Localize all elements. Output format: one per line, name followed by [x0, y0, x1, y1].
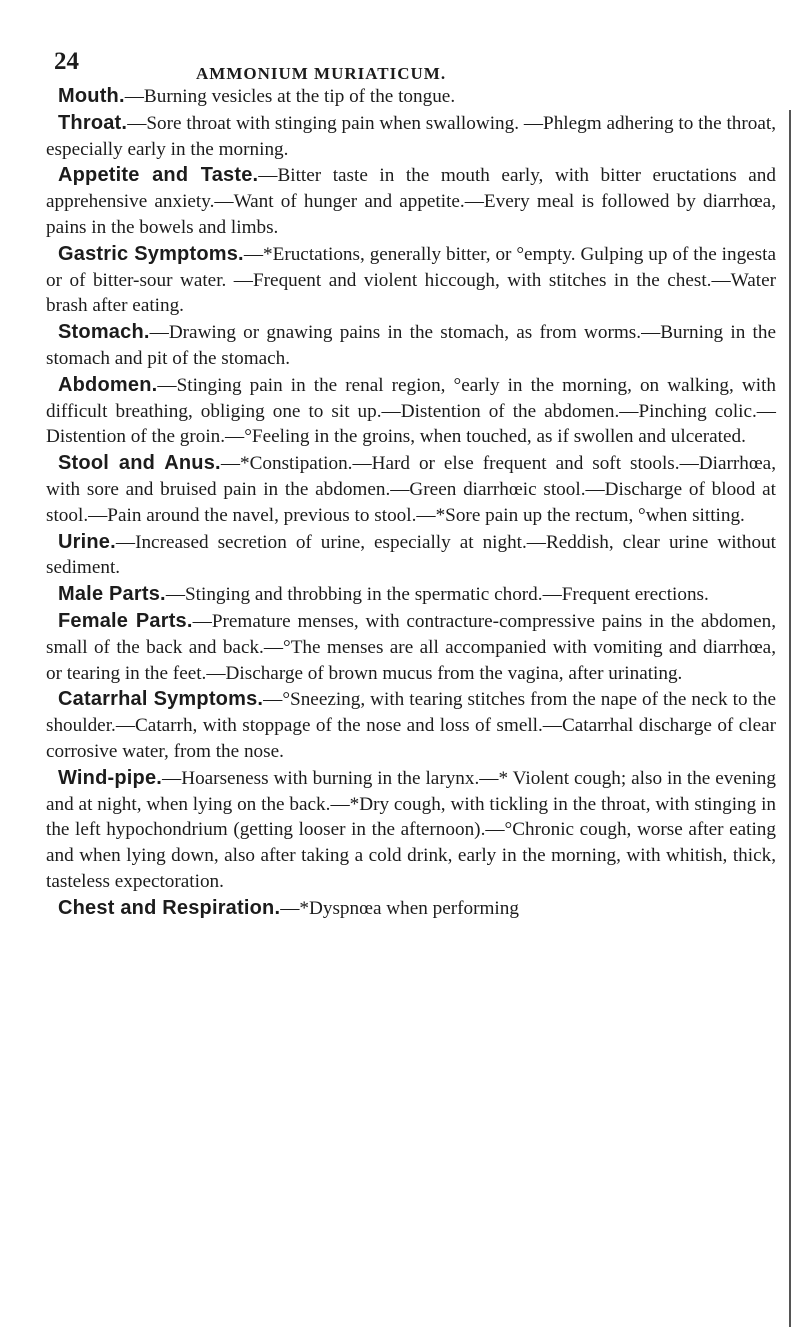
section-abdomen — [46, 373, 776, 450]
section-body: —*Constipation.—Hard or else frequent and soft stools.—Diarrhœa, with sore and bruised pain in the abdomen.—Green diarrhœic stool.—Discharge of blood at stool.—Pain around the navel, previous to stool.—*Sore pain up the rectum, °when sitting. — [46, 453, 776, 526]
section-heading: Catarrhal Symptoms. — [58, 688, 264, 711]
section-heading: Mouth. — [58, 85, 125, 107]
section-list — [46, 84, 776, 922]
section-gastric-symptoms — [46, 242, 776, 319]
running-head: AMMONIUM MURIATICUM. — [196, 64, 447, 83]
section-heading: Urine. — [58, 530, 116, 553]
section-heading: Male Parts. — [58, 583, 166, 606]
section-stomach — [46, 320, 776, 372]
section-heading: Stomach. — [58, 321, 150, 344]
section-heading: Throat. — [58, 111, 128, 134]
section-heading: Appetite and Taste. — [58, 164, 259, 187]
section-body: —Premature menses, with contracture-compressive pains in the abdomen, small of the back and back.—°The menses are all accompanied with vomiting and diarrhœa, or tearing in the feet.—Discharge of brown mucus from the vagina, after urinating. — [46, 610, 776, 684]
section-heading: Gastric Symptoms. — [58, 242, 244, 265]
section-stool-and-anus — [46, 451, 776, 528]
section-wind-pipe — [46, 766, 776, 895]
section-body: —Stinging and throbbing in the spermatic chord.—Frequent erections. — [165, 584, 709, 606]
page-edge-shadow — [789, 110, 791, 1327]
section-body: —Burning vesicles at the tip of the tongue. — [124, 86, 456, 107]
section-male-parts — [46, 582, 776, 608]
section-body: —Bitter taste in the mouth early, with bitter eructations and apprehensive anxiety.—Want of hunger and appetite.—Every meal is followed by diarrhœa, pains in the bowels and limbs. — [46, 165, 776, 238]
section-body: —Stinging pain in the renal region, °early in the morning, on walking, with difficult breathing, obliging one to sit up.—Distention of the abdomen.—Pinching colic.—Distention of the groin.—°Feeling in the groins, when touched, as if swollen and ulcerated. — [46, 374, 776, 448]
page-header — [46, 0, 776, 84]
section-heading: Abdomen. — [58, 373, 158, 396]
section-body: —Sore throat with stinging pain when swallowing. —Phlegm adhering to the throat, especially early in the morning. — [46, 112, 776, 160]
section-body: —Hoarseness with burning in the larynx.—* Violent cough; also in the evening and at night, when lying on the back.—*Dry cough, with tickling in the throat, with stinging in the left hypochondrium (getting looser in the afternoon).—°Chronic cough, worse after eating and when lying down, also after taking a cold drink, early in the morning, with whitish, thick, tasteless expectoration. — [46, 767, 776, 892]
section-body: —*Eructations, generally bitter, or °empty. Gulping up of the ingesta or of bitter-sour water. —Frequent and violent hiccough, with stitches in the chest.—Water brash after eating. — [46, 243, 776, 317]
section-catarrhal-symptoms — [46, 687, 776, 764]
section-female-parts — [46, 609, 776, 686]
section-heading: Chest and Respiration. — [58, 896, 281, 919]
section-heading: Stool and Anus. — [58, 452, 221, 475]
book-page — [46, 0, 776, 923]
section-chest-and-respiration — [46, 896, 776, 922]
section-body: —*Dyspnœa when performing — [280, 897, 519, 919]
section-body: —Drawing or gnawing pains in the stomach, as from worms.—Burning in the stomach and pit of the stomach. — [46, 322, 776, 369]
section-heading: Wind-pipe. — [58, 766, 163, 789]
section-mouth — [46, 84, 776, 110]
page-number: 24 — [54, 48, 79, 75]
section-heading: Female Parts. — [58, 609, 193, 632]
section-appetite-and-taste — [46, 163, 776, 240]
section-body: —Increased secretion of urine, especially at night.—Reddish, clear urine without sediment. — [46, 531, 776, 579]
section-body: —°Sneezing, with tearing stitches from the nape of the neck to the shoulder.—Catarrh, with stoppage of the nose and loss of smell.—Catarrhal discharge of clear corrosive water, from the nose. — [46, 689, 776, 762]
section-throat — [46, 111, 776, 163]
section-urine — [46, 530, 776, 582]
